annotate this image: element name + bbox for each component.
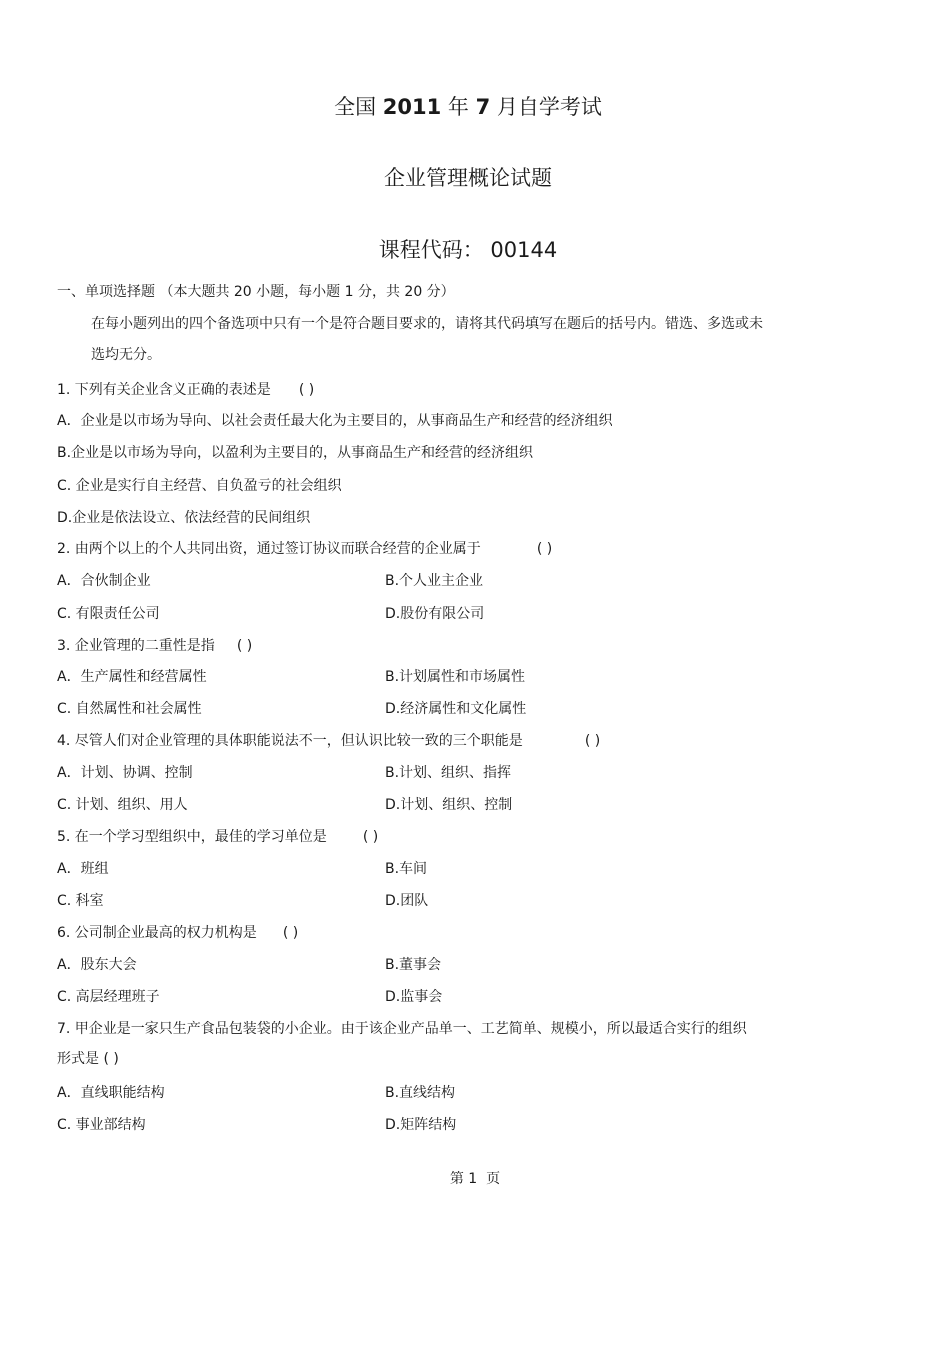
question-6-option-b: B.董事会 <box>385 957 442 973</box>
exam-title: 全国 2011 年 7 月自学考试 <box>334 95 602 119</box>
question-7-option-a: A．直线职能结构 <box>57 1085 165 1101</box>
question-6-option-d: D.监事会 <box>385 989 443 1005</box>
question-5-option-d: D.团队 <box>385 893 429 909</box>
question-6-option-c: C. 高层经理班子 <box>57 989 160 1005</box>
question-5-option-b: B.车间 <box>385 861 428 877</box>
question-1-option-c: C. 企业是实行自主经营、自负盈亏的社会组织 <box>57 478 342 494</box>
question-3-option-c: C. 自然属性和社会属性 <box>57 701 202 717</box>
question-2-option-b: B.个人业主企业 <box>385 573 484 589</box>
question-3-option-b: B.计划属性和市场属性 <box>385 669 526 685</box>
question-7-option-b: B.直线结构 <box>385 1085 456 1101</box>
question-6-stem: 6. 公司制企业最高的权力机构是 ( ) <box>57 925 299 941</box>
question-4-stem: 4. 尽管人们对企业管理的具体职能说法不一，但认识比较一致的三个职能是 ( ) <box>57 733 601 749</box>
question-2-stem: 2. 由两个以上的个人共同出资，通过签订协议而联合经营的企业属于 ( ) <box>57 541 553 557</box>
question-1-option-d: D.企业是依法设立、依法经营的民间组织 <box>57 510 311 526</box>
question-1-option-a: A．企业是以市场为导向、以社会责任最大化为主要目的，从事商品生产和经营的经济组织 <box>57 413 613 429</box>
question-2-option-a: A．合伙制企业 <box>57 573 151 589</box>
question-1-option-b: B.企业是以市场为导向，以盈利为主要目的，从事商品生产和经营的经济组织 <box>57 445 534 461</box>
question-2-option-d: D.股份有限公司 <box>385 606 485 622</box>
instruction-line-1: 在每小题列出的四个备选项中只有一个是符合题目要求的，请将其代码填写在题后的括号内。错选、多选或未 <box>91 316 763 332</box>
question-7-option-c: C. 事业部结构 <box>57 1117 146 1133</box>
instruction-line-2: 选均无分。 <box>91 347 161 363</box>
question-5-option-a: A．班组 <box>57 861 109 877</box>
exam-subject: 企业管理概论试题 <box>384 166 552 190</box>
question-3-option-d: D.经济属性和文化属性 <box>385 701 527 717</box>
question-4-option-a: A．计划、协调、控制 <box>57 765 193 781</box>
question-5-option-c: C. 科室 <box>57 893 104 909</box>
question-6-option-a: A．股东大会 <box>57 957 137 973</box>
question-4-option-d: D.计划、组织、控制 <box>385 797 513 813</box>
course-code: 课程代码： 00144 <box>378 238 558 262</box>
question-5-stem: 5. 在一个学习型组织中，最佳的学习单位是 ( ) <box>57 829 379 845</box>
question-3-option-a: A．生产属性和经营属性 <box>57 669 207 685</box>
question-1-stem: 1. 下列有关企业含义正确的表述是 ( ) <box>57 382 315 398</box>
question-3-stem: 3. 企业管理的二重性是指 ( ) <box>57 638 253 654</box>
question-4-option-b: B.计划、组织、指挥 <box>385 765 512 781</box>
question-7-stem-continued: 形式是 ( ) <box>57 1051 119 1067</box>
question-7-stem: 7. 甲企业是一家只生产食品包装袋的小企业。由于该企业产品单一、工艺简单、规模小，所以最适合实行的组织 <box>57 1021 747 1037</box>
question-7-option-d: D.矩阵结构 <box>385 1117 457 1133</box>
section-heading: 一、单项选择题 （本大题共 20 小题，每小题 1 分，共 20 分） <box>57 284 455 300</box>
question-4-option-c: C. 计划、组织、用人 <box>57 797 188 813</box>
question-2-option-c: C. 有限责任公司 <box>57 606 160 622</box>
page-number: 第 1 页 <box>449 1171 501 1187</box>
